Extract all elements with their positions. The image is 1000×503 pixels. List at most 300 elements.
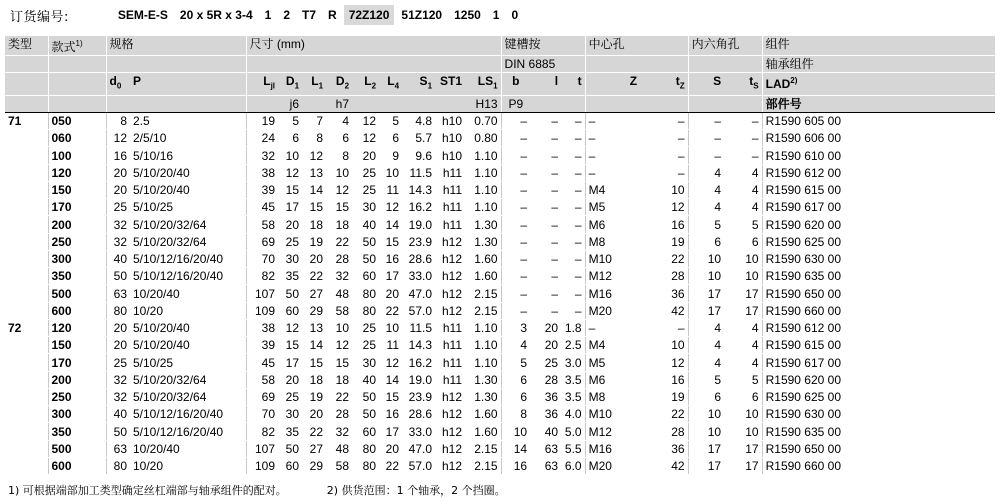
cell-p: 10/20/40 xyxy=(130,440,246,457)
cell-z: M12 xyxy=(585,423,640,440)
col-d2: $D_2$ xyxy=(326,73,352,95)
cell-l2: 25 xyxy=(352,181,379,198)
cell-ljl: 58 xyxy=(246,216,278,233)
cell-d0: 40 xyxy=(106,406,130,423)
cell-z: M16 xyxy=(585,440,640,457)
cell-tz: – xyxy=(640,130,688,147)
cell-s: 6 xyxy=(688,388,724,405)
cell-part: R1590 617 00 xyxy=(762,199,995,216)
cell-var: 250 xyxy=(48,233,106,250)
cell-b: 6 xyxy=(501,388,530,405)
cell-d0: 50 xyxy=(106,268,130,285)
cell-ls1: 2.15 xyxy=(465,302,501,319)
cell-s: – xyxy=(688,147,724,164)
cell-d1: 30 xyxy=(278,406,302,423)
cell-l2: 50 xyxy=(352,406,379,423)
cell-ls1: 1.30 xyxy=(465,371,501,388)
cell-b: – xyxy=(501,181,530,198)
cell-ts: 17 xyxy=(724,457,762,474)
cell-s1: 33.0 xyxy=(402,423,435,440)
cell-p: 5/10/25 xyxy=(130,199,246,216)
order-code-segment: 1 xyxy=(264,8,272,22)
header-dims: 尺寸 (mm) xyxy=(246,36,501,56)
header-keyway-std: DIN 6885 xyxy=(501,56,585,73)
cell-z: – xyxy=(585,319,640,336)
cell-l2: 80 xyxy=(352,457,379,474)
cell-type xyxy=(5,457,48,474)
cell-tz: 42 xyxy=(640,302,688,319)
order-code-segment: 51Z120 xyxy=(401,8,443,22)
cell-ts: 6 xyxy=(724,233,762,250)
cell-t: – xyxy=(561,216,585,233)
cell-z: M6 xyxy=(585,216,640,233)
cell-b: – xyxy=(501,285,530,302)
cell-l4: 16 xyxy=(379,406,402,423)
cell-b: – xyxy=(501,147,530,164)
cell-p: 5/10/20/40 xyxy=(130,181,246,198)
cell-type: 72 xyxy=(5,319,48,336)
cell-d0: 20 xyxy=(106,337,130,354)
order-code-label: 订货编号: xyxy=(10,9,69,25)
cell-ls1: 1.10 xyxy=(465,354,501,371)
cell-ls1: 1.60 xyxy=(465,268,501,285)
cell-type xyxy=(5,423,48,440)
cell-l: – xyxy=(530,216,561,233)
cell-ljl: 24 xyxy=(246,130,278,147)
table-row xyxy=(5,250,995,267)
cell-part: R1590 620 00 xyxy=(762,371,995,388)
cell-st1: h12 xyxy=(435,388,465,405)
cell-l1: 27 xyxy=(302,440,326,457)
cell-type xyxy=(5,337,48,354)
order-code-segment: T7 xyxy=(302,8,317,22)
cell-s: – xyxy=(688,130,724,147)
cell-t: – xyxy=(561,233,585,250)
cell-l4: 22 xyxy=(379,302,402,319)
cell-s: – xyxy=(688,112,724,129)
cell-s1: 19.0 xyxy=(402,371,435,388)
cell-st1: h11 xyxy=(435,164,465,181)
cell-part: R1590 660 00 xyxy=(762,457,995,474)
cell-d2: 10 xyxy=(326,319,352,336)
col-z: Z xyxy=(585,73,640,95)
cell-var: 060 xyxy=(48,130,106,147)
cell-b: 14 xyxy=(501,440,530,457)
cell-tz: 19 xyxy=(640,388,688,405)
cell-ls1: 1.60 xyxy=(465,406,501,423)
cell-ls1: 1.10 xyxy=(465,337,501,354)
cell-ls1: 2.15 xyxy=(465,440,501,457)
cell-d1: 20 xyxy=(278,371,302,388)
cell-t: – xyxy=(561,164,585,181)
cell-type xyxy=(5,302,48,319)
cell-d1: 17 xyxy=(278,354,302,371)
cell-l4: 11 xyxy=(379,181,402,198)
cell-st1: h12 xyxy=(435,268,465,285)
cell-st1: h11 xyxy=(435,371,465,388)
cell-st1: h11 xyxy=(435,319,465,336)
cell-type xyxy=(5,285,48,302)
order-code-segment: 1250 xyxy=(454,8,481,22)
col-d0: $d_0$ xyxy=(106,73,130,95)
cell-type xyxy=(5,268,48,285)
cell-l4: 10 xyxy=(379,164,402,181)
cell-ljl: 70 xyxy=(246,406,278,423)
cell-b: – xyxy=(501,199,530,216)
cell-l: – xyxy=(530,302,561,319)
cell-l1: 14 xyxy=(302,181,326,198)
cell-tz: 12 xyxy=(640,354,688,371)
cell-st1: h11 xyxy=(435,354,465,371)
cell-ljl: 39 xyxy=(246,337,278,354)
cell-l4: 22 xyxy=(379,457,402,474)
cell-d1: 35 xyxy=(278,268,302,285)
table-row xyxy=(5,423,995,440)
cell-l: 63 xyxy=(530,457,561,474)
cell-ls1: 1.10 xyxy=(465,164,501,181)
cell-d0: 32 xyxy=(106,233,130,250)
cell-l4: 6 xyxy=(379,130,402,147)
cell-d1: 5 xyxy=(278,112,302,129)
cell-ls1: 1.30 xyxy=(465,216,501,233)
cell-ts: 4 xyxy=(724,199,762,216)
cell-b: – xyxy=(501,216,530,233)
cell-d0: 20 xyxy=(106,164,130,181)
col-part-no: 部件号 xyxy=(762,95,995,112)
col-l2: $L_2$ xyxy=(352,73,379,95)
cell-st1: h12 xyxy=(435,423,465,440)
cell-l: – xyxy=(530,250,561,267)
cell-l: 20 xyxy=(530,337,561,354)
cell-var: 350 xyxy=(48,423,106,440)
cell-l2: 30 xyxy=(352,199,379,216)
cell-part: R1590 620 00 xyxy=(762,216,995,233)
cell-var: 350 xyxy=(48,268,106,285)
cell-s1: 28.6 xyxy=(402,406,435,423)
cell-t: – xyxy=(561,285,585,302)
cell-var: 150 xyxy=(48,337,106,354)
cell-tz: 28 xyxy=(640,423,688,440)
cell-ls1: 1.60 xyxy=(465,250,501,267)
cell-d1: 35 xyxy=(278,423,302,440)
cell-d1: 10 xyxy=(278,147,302,164)
cell-d2: 10 xyxy=(326,164,352,181)
cell-ljl: 38 xyxy=(246,164,278,181)
cell-tz: – xyxy=(640,112,688,129)
header-bearing-unit: 轴承组件 xyxy=(762,56,995,73)
table-row xyxy=(5,337,995,354)
table-row xyxy=(5,285,995,302)
footnote-1: 1) 可根据端部加工类型确定丝杠端部与轴承组件的配对。 xyxy=(8,484,287,497)
cell-t: 6.0 xyxy=(561,457,585,474)
cell-p: 5/10/20/40 xyxy=(130,164,246,181)
cell-part: R1590 625 00 xyxy=(762,388,995,405)
cell-l4: 17 xyxy=(379,423,402,440)
cell-b: – xyxy=(501,302,530,319)
cell-d1: 60 xyxy=(278,457,302,474)
cell-ts: – xyxy=(724,112,762,129)
cell-b: 16 xyxy=(501,457,530,474)
cell-type xyxy=(5,181,48,198)
table-row xyxy=(5,216,995,233)
cell-ljl: 109 xyxy=(246,302,278,319)
cell-p: 5/10/20/40 xyxy=(130,319,246,336)
cell-l1: 22 xyxy=(302,423,326,440)
cell-l: – xyxy=(530,112,561,129)
cell-l1: 29 xyxy=(302,302,326,319)
cell-l2: 50 xyxy=(352,388,379,405)
header-center-hole: 中心孔 xyxy=(585,36,688,56)
cell-z: – xyxy=(585,112,640,129)
cell-t: 2.5 xyxy=(561,337,585,354)
cell-p: 5/10/20/32/64 xyxy=(130,388,246,405)
cell-type xyxy=(5,199,48,216)
cell-b: 3 xyxy=(501,319,530,336)
cell-var: 500 xyxy=(48,285,106,302)
cell-b: 8 xyxy=(501,406,530,423)
cell-st1: h12 xyxy=(435,406,465,423)
cell-s: 6 xyxy=(688,233,724,250)
cell-ls1: 1.30 xyxy=(465,388,501,405)
table-row xyxy=(5,406,995,423)
cell-part: R1590 625 00 xyxy=(762,233,995,250)
order-code-segment: 0 xyxy=(511,8,519,22)
cell-t: – xyxy=(561,199,585,216)
cell-s1: 57.0 xyxy=(402,302,435,319)
cell-l4: 12 xyxy=(379,354,402,371)
cell-p: 5/10/12/16/20/40 xyxy=(130,250,246,267)
table-row xyxy=(5,302,995,319)
col-d2-tol: h7 xyxy=(326,95,352,112)
cell-z: M10 xyxy=(585,250,640,267)
header-spec: 规格 xyxy=(106,36,246,56)
order-code-segment: 2 xyxy=(283,8,290,22)
order-code-segment: 20 x 5R x 3-4 xyxy=(179,8,253,22)
cell-z: – xyxy=(585,164,640,181)
cell-d1: 25 xyxy=(278,233,302,250)
cell-z: M5 xyxy=(585,199,640,216)
table-row xyxy=(5,440,995,457)
cell-l2: 20 xyxy=(352,147,379,164)
cell-st1: h12 xyxy=(435,250,465,267)
order-code-segment: 72Z120 xyxy=(344,5,395,25)
cell-d0: 8 xyxy=(106,112,130,129)
cell-d0: 50 xyxy=(106,423,130,440)
cell-type xyxy=(5,354,48,371)
cell-part: R1590 635 00 xyxy=(762,268,995,285)
cell-b: – xyxy=(501,164,530,181)
cell-ls1: 1.10 xyxy=(465,199,501,216)
cell-ljl: 58 xyxy=(246,371,278,388)
cell-ts: 10 xyxy=(724,268,762,285)
cell-s1: 23.9 xyxy=(402,233,435,250)
cell-st1: h11 xyxy=(435,199,465,216)
cell-part: R1590 615 00 xyxy=(762,337,995,354)
cell-ljl: 82 xyxy=(246,268,278,285)
cell-ts: 10 xyxy=(724,423,762,440)
cell-s: 4 xyxy=(688,199,724,216)
cell-l2: 50 xyxy=(352,233,379,250)
cell-ts: 4 xyxy=(724,164,762,181)
cell-type xyxy=(5,388,48,405)
cell-p: 2/5/10 xyxy=(130,130,246,147)
cell-s: 5 xyxy=(688,216,724,233)
cell-s: 17 xyxy=(688,440,724,457)
cell-ts: – xyxy=(724,147,762,164)
cell-d2: 58 xyxy=(326,457,352,474)
cell-tz: 28 xyxy=(640,268,688,285)
cell-s: 10 xyxy=(688,268,724,285)
cell-l: 25 xyxy=(530,354,561,371)
header-component: 组件 xyxy=(762,36,995,56)
cell-t: – xyxy=(561,112,585,129)
cell-l4: 5 xyxy=(379,112,402,129)
cell-b: – xyxy=(501,233,530,250)
cell-d2: 8 xyxy=(326,147,352,164)
col-b-tol: P9 xyxy=(501,95,530,112)
cell-part: R1590 615 00 xyxy=(762,181,995,198)
order-code-line xyxy=(10,3,525,27)
cell-l1: 18 xyxy=(302,371,326,388)
cell-type xyxy=(5,371,48,388)
cell-st1: h12 xyxy=(435,285,465,302)
cell-d0: 63 xyxy=(106,440,130,457)
cell-p: 5/10/12/16/20/40 xyxy=(130,423,246,440)
cell-ljl: 70 xyxy=(246,250,278,267)
cell-tz: 22 xyxy=(640,250,688,267)
cell-d1: 12 xyxy=(278,164,302,181)
cell-d2: 22 xyxy=(326,388,352,405)
col-s1: $S_1$ xyxy=(402,73,435,95)
cell-part: R1590 605 00 xyxy=(762,112,995,129)
cell-z: M4 xyxy=(585,181,640,198)
cell-z: M12 xyxy=(585,268,640,285)
cell-ts: – xyxy=(724,130,762,147)
cell-part: R1590 660 00 xyxy=(762,302,995,319)
cell-var: 050 xyxy=(48,112,106,129)
col-tz: $t_Z$ xyxy=(640,73,688,95)
cell-d2: 12 xyxy=(326,181,352,198)
cell-s: 4 xyxy=(688,181,724,198)
cell-l4: 11 xyxy=(379,337,402,354)
cell-l: 36 xyxy=(530,388,561,405)
cell-s1: 47.0 xyxy=(402,285,435,302)
cell-l1: 14 xyxy=(302,337,326,354)
cell-l2: 25 xyxy=(352,337,379,354)
cell-t: – xyxy=(561,268,585,285)
table-row xyxy=(5,147,995,164)
cell-d0: 80 xyxy=(106,302,130,319)
cell-d1: 17 xyxy=(278,199,302,216)
cell-ls1: 0.80 xyxy=(465,130,501,147)
cell-l: 63 xyxy=(530,440,561,457)
cell-t: – xyxy=(561,250,585,267)
cell-type: 71 xyxy=(5,112,48,129)
cell-b: – xyxy=(501,250,530,267)
cell-ts: 5 xyxy=(724,216,762,233)
col-p: P xyxy=(130,73,246,95)
cell-s1: 33.0 xyxy=(402,268,435,285)
cell-var: 600 xyxy=(48,457,106,474)
col-st1: ST1 xyxy=(435,73,465,95)
cell-tz: – xyxy=(640,164,688,181)
cell-d1: 30 xyxy=(278,250,302,267)
cell-tz: 16 xyxy=(640,216,688,233)
cell-ts: 10 xyxy=(724,250,762,267)
cell-t: – xyxy=(561,181,585,198)
cell-part: R1590 650 00 xyxy=(762,440,995,457)
cell-ls1: 1.10 xyxy=(465,319,501,336)
cell-s1: 47.0 xyxy=(402,440,435,457)
cell-ljl: 107 xyxy=(246,285,278,302)
cell-type xyxy=(5,216,48,233)
cell-d2: 32 xyxy=(326,423,352,440)
cell-d0: 16 xyxy=(106,147,130,164)
cell-ls1: 1.30 xyxy=(465,233,501,250)
cell-s1: 16.2 xyxy=(402,354,435,371)
cell-l4: 16 xyxy=(379,250,402,267)
table-row xyxy=(5,233,995,250)
cell-l: 36 xyxy=(530,406,561,423)
table-row xyxy=(5,130,995,147)
cell-d0: 20 xyxy=(106,319,130,336)
cell-ts: 10 xyxy=(724,406,762,423)
cell-st1: h11 xyxy=(435,181,465,198)
col-s: S xyxy=(688,73,724,95)
cell-ts: 4 xyxy=(724,354,762,371)
cell-type xyxy=(5,147,48,164)
cell-var: 300 xyxy=(48,406,106,423)
cell-s: 5 xyxy=(688,371,724,388)
col-ls1: $LS_1$ xyxy=(465,73,501,95)
cell-s1: 23.9 xyxy=(402,388,435,405)
cell-st1: h10 xyxy=(435,130,465,147)
cell-d1: 15 xyxy=(278,337,302,354)
cell-ts: 6 xyxy=(724,388,762,405)
cell-ts: 5 xyxy=(724,371,762,388)
cell-l1: 20 xyxy=(302,250,326,267)
cell-s1: 14.3 xyxy=(402,337,435,354)
order-code-segment: SEM-E-S xyxy=(117,8,168,22)
cell-z: M8 xyxy=(585,388,640,405)
cell-t: 1.8 xyxy=(561,319,585,336)
cell-d1: 25 xyxy=(278,388,302,405)
header-variant: 款式$^{1)}$ xyxy=(48,36,106,56)
cell-ls1: 1.10 xyxy=(465,147,501,164)
cell-tz: 19 xyxy=(640,233,688,250)
cell-z: – xyxy=(585,130,640,147)
table-row xyxy=(5,112,995,129)
cell-p: 5/10/20/32/64 xyxy=(130,233,246,250)
cell-s1: 16.2 xyxy=(402,199,435,216)
cell-ljl: 109 xyxy=(246,457,278,474)
cell-l: 28 xyxy=(530,371,561,388)
cell-d2: 48 xyxy=(326,285,352,302)
cell-b: 6 xyxy=(501,371,530,388)
cell-d0: 20 xyxy=(106,181,130,198)
cell-tz: 10 xyxy=(640,181,688,198)
cell-b: – xyxy=(501,112,530,129)
cell-l4: 20 xyxy=(379,285,402,302)
spec-table xyxy=(5,36,995,475)
cell-ts: 17 xyxy=(724,440,762,457)
cell-l4: 9 xyxy=(379,147,402,164)
cell-st1: h11 xyxy=(435,216,465,233)
table-row xyxy=(5,181,995,198)
cell-t: 3.5 xyxy=(561,388,585,405)
cell-s: 10 xyxy=(688,423,724,440)
cell-ljl: 45 xyxy=(246,199,278,216)
